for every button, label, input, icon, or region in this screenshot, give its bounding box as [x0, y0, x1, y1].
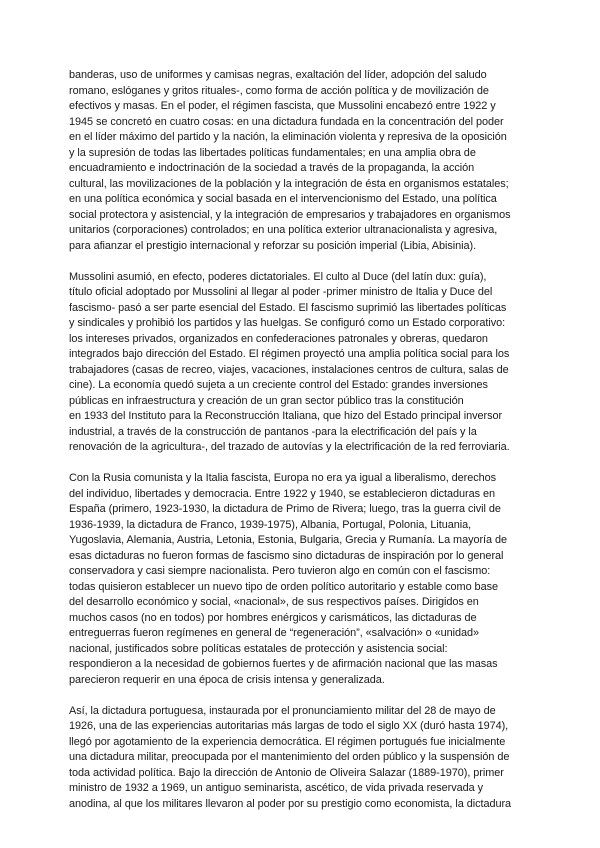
text-line: públicas en infraestructura y creación de un gran sector público tras la constitución — [69, 394, 464, 407]
text-line: industrial, a través de la construcción de pantanos -para la electrificación del país y la — [69, 425, 477, 438]
text-line: entreguerras fueron regímenes en general de “regeneración”, «salvación» o «unidad» — [69, 627, 480, 639]
text-line: anodina, al que los militares llevaron al poder por su prestigio como economista, la dictadura — [69, 797, 512, 810]
text-line: del individuo, libertades y democracia. Entre 1922 y 1940, se establecieron dictaduras en — [69, 487, 495, 500]
text-line: integrados bajo dirección del Estado. El régimen proyectó una amplia política social para los — [69, 348, 510, 360]
body-text — [69, 68, 532, 812]
text-line: social protectora y asistencial, y la integración de empresarios y trabajadores en organismos — [69, 208, 511, 221]
text-line: renovación de la agricultura-, del trazado de autovías y la electrificación de la red ferroviaria. — [69, 441, 510, 453]
text-line: en una política económica y social basada en el intervencionismo del Estado, una política — [69, 193, 497, 205]
paragraph-european-dictatorships — [69, 471, 532, 688]
text-line: título oficial adoptado por Mussolini al llegar al poder -primer ministro de Italia y Duce del — [69, 286, 493, 298]
text-line: conservadora y casi siempre nacionalista. Pero tuvieron algo en común con el fascismo: — [69, 565, 491, 577]
text-line: Así, la dictadura portuguesa, instaurada por el pronunciamiento militar del 28 de mayo de — [69, 704, 496, 717]
text-line: todas quisieron establecer un nuevo tipo de orden político autoritario y estable como base — [69, 580, 498, 593]
paragraph-fascist-regime — [69, 68, 532, 254]
text-line: una dictadura militar, preocupada por el mantenimiento del orden público y la suspensión de — [69, 751, 510, 763]
paragraph-mussolini-dictatorship — [69, 270, 532, 456]
text-line: toda actividad política. Bajo la dirección de Antonio de Oliveira Salazar (1889-1970), primer — [69, 766, 504, 779]
text-line: 1945 se concretó en cuatro cosas: en una dictadura fundada en la concentración del poder — [69, 115, 504, 128]
paragraph-portuguese-dictatorship — [69, 704, 532, 813]
text-line: cultural, las movilizaciones de la población y la integración de ésta en organismos estatales; — [69, 177, 509, 190]
text-line: Con la Rusia comunista y la Italia fascista, Europa no era ya igual a liberalismo, derechos — [69, 472, 497, 484]
text-line: parecieron requerir en una época de crisis intensa y generalizada. — [69, 673, 385, 686]
text-line: España (primero, 1923-1930, la dictadura de Primo de Rivera; luego, tras la guerra civil de — [69, 503, 501, 515]
text-line: trabajadores (casas de recreo, viajes, vacaciones, instalaciones centros de cultura, salas de — [69, 363, 509, 376]
text-line: fascismo- pasó a ser parte esencial del Estado. El fascismo suprimió las libertades políticas — [69, 301, 507, 314]
text-line: ministro de 1932 a 1969, un antiguo seminarista, ascético, de vida privada reservada y — [69, 782, 484, 794]
text-line: respondieron a la necesidad de gobiernos fuertes y de afirmación nacional que las masas — [69, 658, 498, 670]
text-line: efectivos y masas. En el poder, el régimen fascista, que Mussolini encabezó entre 1922 y — [69, 100, 496, 112]
text-line: y sindicales y prohibió los partidos y las huelgas. Se configuró como un Estado corporativo: — [69, 317, 506, 329]
text-line: los intereses privados, organizados en confederaciones patronales y obreras, quedaron — [69, 332, 488, 345]
text-line: Mussolini asumió, en efecto, poderes dictatoriales. El culto al Duce (del latín dux: guía), — [69, 270, 487, 283]
text-line: muchos casos (no en todos) por hombres enérgicos y carismáticos, las dictaduras de — [69, 611, 477, 624]
text-line: banderas, uso de uniformes y camisas negras, exaltación del líder, adopción del saludo — [69, 69, 487, 81]
text-line: 1936-1939, la dictadura de Franco, 1939-1975), Albania, Portugal, Polonia, Lituania, — [69, 518, 472, 531]
text-line: Yugoslavia, Alemania, Austria, Letonia, Estonia, Bulgaria, Grecia y Rumanía. La mayoría de — [69, 534, 508, 546]
text-line: del desarrollo económico y social, «nacional», de sus respectivos países. Dirigidos en — [69, 596, 479, 608]
text-line: esas dictaduras no fueron formas de fascismo sino dictaduras de inspiración por lo general — [69, 549, 504, 562]
text-line: llegó por agotamiento de la experiencia democrática. El régimen portugués fue inicialmente — [69, 735, 506, 748]
text-line: unitarios (corporaciones) controlados; en una política exterior ultranacionalista y agresiva, — [69, 224, 498, 236]
text-line: encuadramiento e indoctrinación de la sociedad a través de la propaganda, la acción — [69, 162, 475, 174]
text-line: en 1933 del Instituto para la Reconstrucción Italiana, que hizo del Estado principal inversor — [69, 410, 503, 422]
text-line: cine). La economía quedó sujeta a un creciente control del Estado: grandes inversiones — [69, 379, 488, 391]
text-line: para afianzar el prestigio internacional y reforzar su posición imperial (Libia, Abisinia). — [69, 239, 477, 252]
text-line: en el líder máximo del partido y la nación, la eliminación violenta y represiva de la oposición — [69, 131, 507, 143]
text-line: romano, eslóganes y gritos rituales-, como forma de acción política y de movilización de — [69, 84, 489, 97]
text-line: 1926, una de las experiencias autoritarias más largas de todo el siglo XX (duró hasta 1974), — [69, 720, 509, 732]
text-line: nacional, justificados sobre políticas estatales de protección y asistencia social: — [69, 642, 448, 655]
text-line: y la supresión de todas las libertades políticas fundamentales; en una amplia obra de — [69, 146, 476, 159]
